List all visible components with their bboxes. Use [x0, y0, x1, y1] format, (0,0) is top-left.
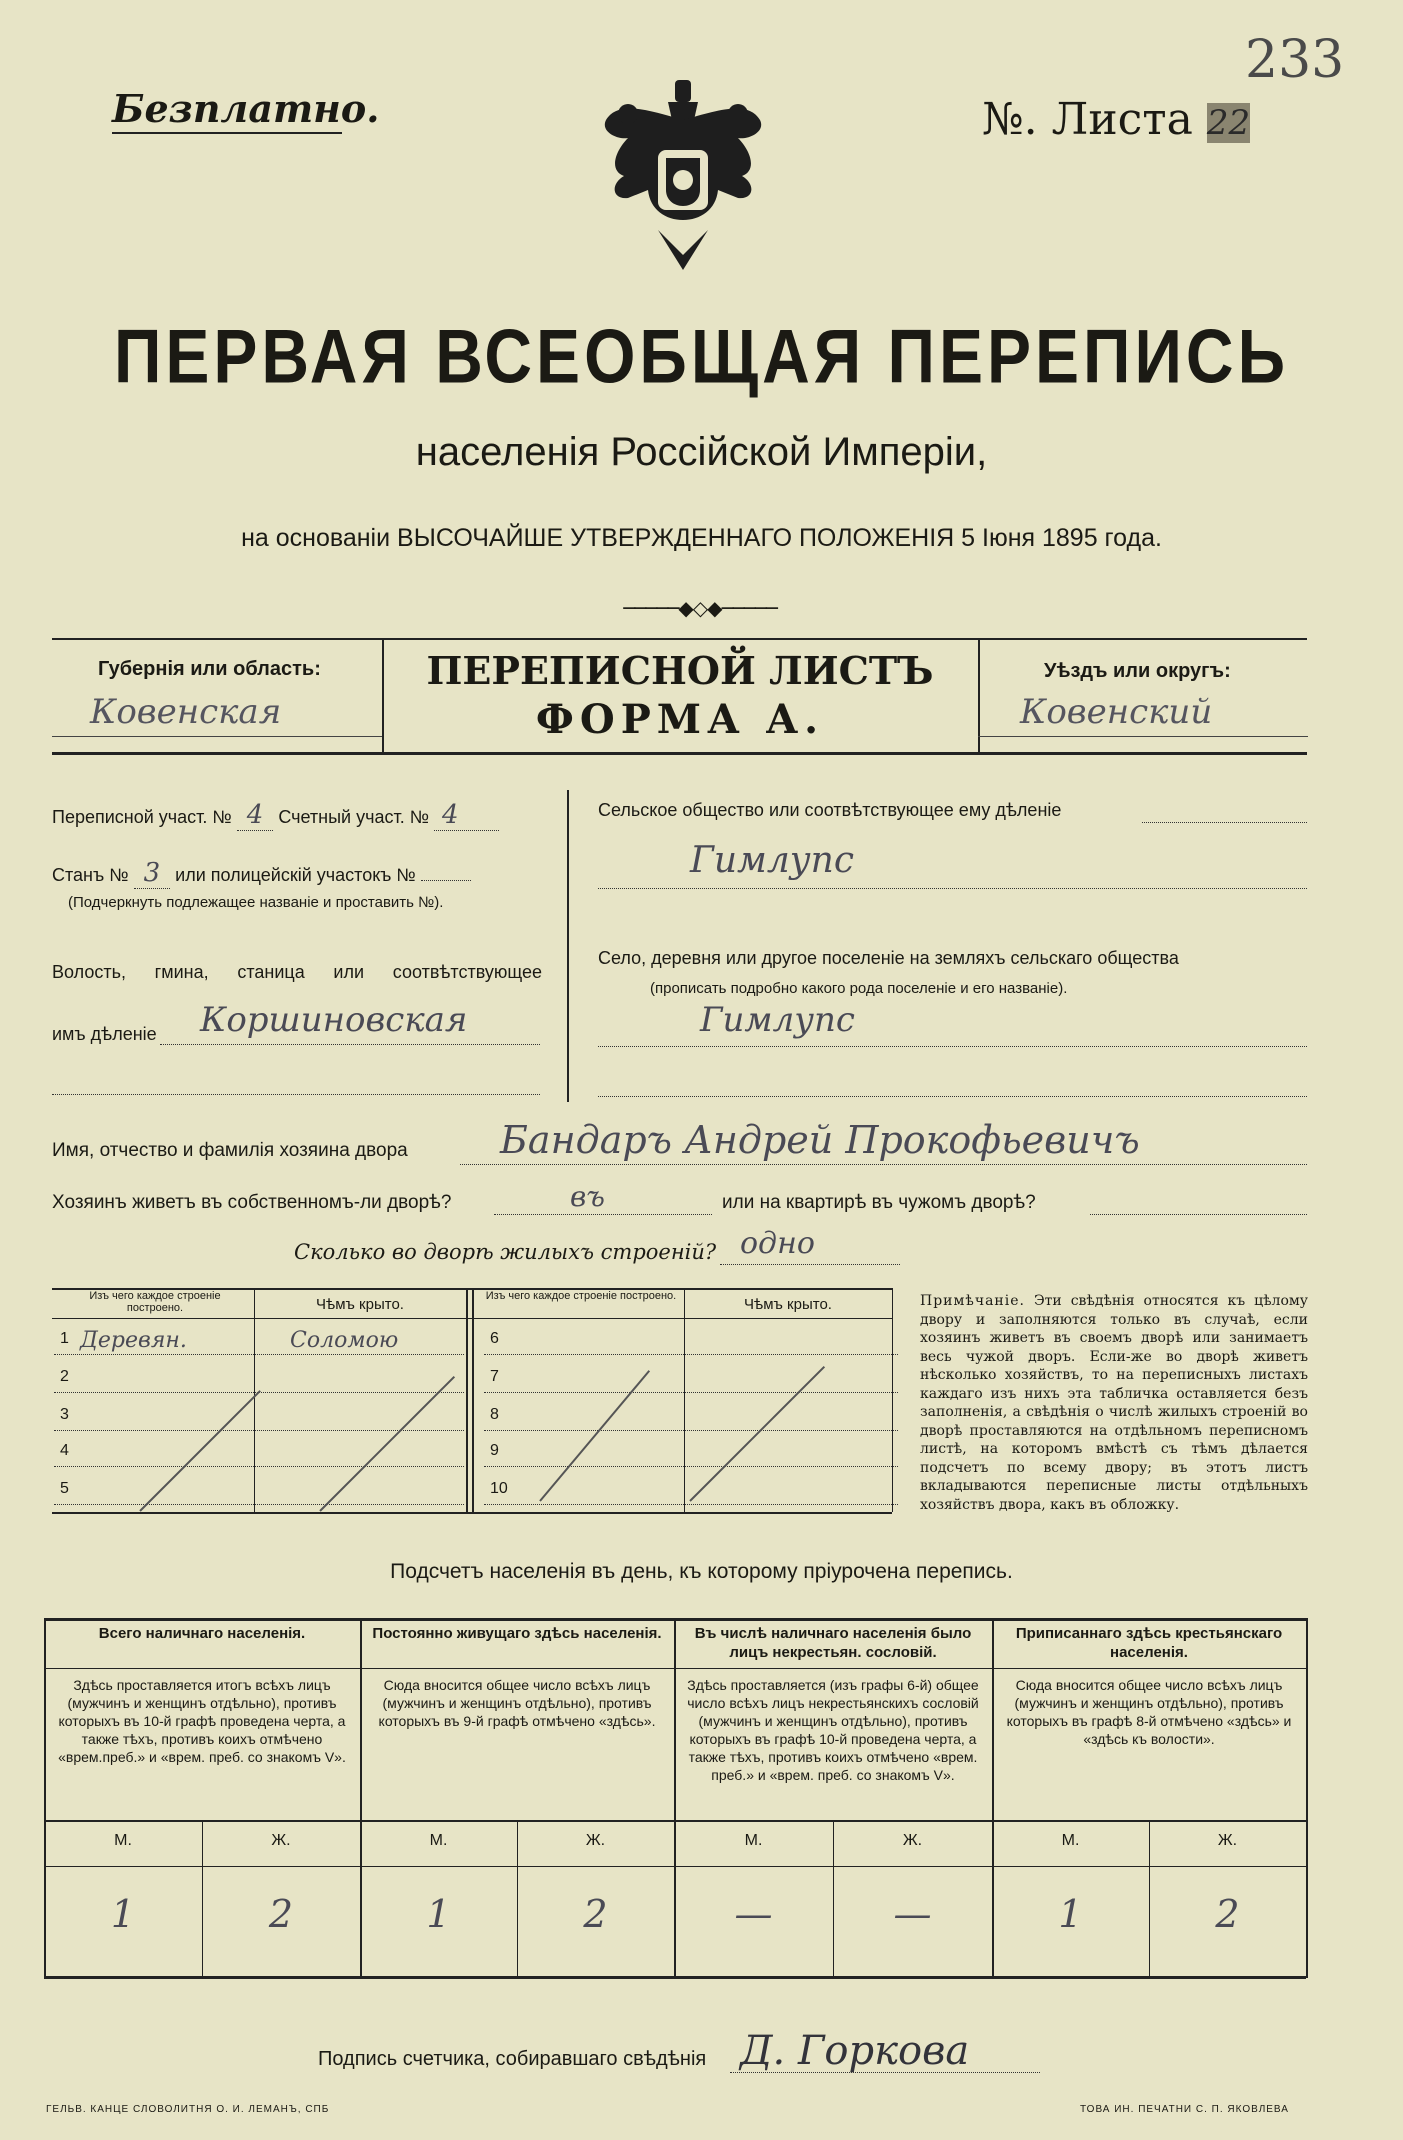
buildings-note: [920, 1292, 1308, 1514]
province-label: Губернія или область:: [98, 658, 321, 680]
village-note: (прописать подробно какого рода поселеніе и его названіе).: [650, 980, 1068, 997]
building-row-line: [54, 1354, 464, 1355]
population-f-label: Ж.: [1217, 1832, 1238, 1849]
building-row-line: [54, 1430, 464, 1431]
building-row-number: 6: [490, 1330, 499, 1347]
building-row-line: [484, 1430, 898, 1431]
owner-lives-value: въ: [570, 1180, 605, 1213]
owner-lives-label: Хозяинъ живетъ въ собственномъ-ли дворѣ?: [52, 1192, 452, 1213]
count-area-value: 4: [434, 800, 499, 831]
building-row-number: 3: [60, 1406, 69, 1423]
double-headed-eagle-emblem: [588, 80, 778, 280]
population-col-title: Всего наличнаго населенія.: [98, 1625, 306, 1642]
province-value: Ковенская: [90, 692, 282, 732]
district-value-line: [978, 736, 1308, 737]
stan-label: Станъ №: [52, 865, 129, 885]
population-f-value: 2: [268, 1892, 294, 1936]
population-col-desc: Сюда вносится общее число всѣхъ лицъ (мужчинъ и женщинъ отдѣльно), противъ которыхъ въ графѣ 8-й отмѣчено «здѣсь» и «здѣсь къ волости».: [1006, 1677, 1292, 1747]
population-m-value: 1: [426, 1892, 451, 1936]
population-col-title: Въ числѣ наличнаго населенія было лицъ некрестьян. сословій.: [694, 1625, 972, 1661]
population-m-value: 1: [110, 1892, 136, 1936]
population-f-label: Ж.: [902, 1832, 923, 1849]
population-f-label: Ж.: [585, 1832, 606, 1849]
stan: [52, 858, 471, 888]
strike-mark: [539, 1370, 650, 1502]
count-area-label: Счетный участ. №: [278, 807, 430, 827]
rural-society-label-line: [1142, 822, 1307, 823]
village-extra-line: [598, 1096, 1307, 1097]
village-value-line: [598, 1046, 1307, 1047]
province-value-line: [52, 736, 382, 737]
buildings-col-built-left: Изъ чего каждое строеніе построено.: [89, 1290, 221, 1314]
free-underline: [112, 132, 342, 134]
building-row-number: 1: [60, 1330, 69, 1347]
population-m-label: М.: [744, 1832, 763, 1849]
building-row-line: [484, 1504, 898, 1505]
location-divider: [567, 790, 569, 1102]
buildings-table-bottom: [52, 1512, 892, 1514]
building-row-line: [54, 1504, 464, 1505]
rural-society-value-line: [598, 888, 1307, 889]
population-col-desc: Здѣсь проставляется итогъ всѣхъ лицъ (мужчинъ и женщинъ отдѣльно), противъ которыхъ въ 10-й графѣ проведена черта, а также тѣхъ, противъ коихъ отмѣчено «врем.преб.» и «врем. преб. со знакомъ V».: [58, 1677, 346, 1765]
form-header-top-rule: [52, 638, 1307, 640]
building-row-number: 10: [490, 1480, 508, 1497]
population-col-title: Постоянно живущаго здѣсь населенія.: [372, 1625, 662, 1642]
sheet-number-value: 22: [1206, 103, 1251, 143]
buildings-col-sep-2: [684, 1288, 685, 1512]
population-col-desc: Здѣсь проставляется (изъ графы 6-й) общее число всѣхъ лицъ некрестьянскихъ сословій (мужчинъ и женщинъ отдѣльно), противъ которыхъ въ графѣ 10-й проведена черта, а также тѣхъ, противъ коихъ отмѣчено «врем. преб.» и «врем. преб. со знакомъ V».: [687, 1677, 979, 1783]
building-row-number: 5: [60, 1480, 69, 1497]
building-row-number: 9: [490, 1442, 499, 1459]
building-row-number: 7: [490, 1368, 499, 1385]
form-header-bottom-rule: [52, 752, 1307, 755]
page-title: ПЕРВАЯ ВСЕОБЩАЯ ПЕРЕПИСЬ: [113, 313, 1290, 399]
buildings-line: [720, 1264, 900, 1265]
strike-mark: [139, 1390, 261, 1512]
building-row-number: 2: [60, 1368, 69, 1385]
building-row-line: [484, 1466, 898, 1467]
population-col-desc: Сюда вносится общее число всѣхъ лицъ (мужчинъ и женщинъ отдѣльно), противъ которыхъ въ 9-й графѣ отмѣчено «здѣсь».: [378, 1677, 656, 1729]
rural-society-label: Сельское общество или соотвѣтствующее ему дѣленіе: [598, 800, 1062, 820]
police-label: или полицейскій участокъ №: [175, 865, 416, 885]
population-m-value: —: [734, 1892, 773, 1936]
volost-value: Коршиновская: [200, 1000, 468, 1040]
volost-extra-line: [52, 1094, 540, 1095]
police-value-line: [421, 880, 471, 881]
population-f-value: 2: [583, 1892, 608, 1936]
building-row-line: [484, 1354, 898, 1355]
building-row-number: 4: [60, 1442, 69, 1459]
owner-name-label: Имя, отчество и фамилія хозяина двора: [52, 1140, 408, 1161]
census-area-value: 4: [237, 800, 274, 831]
village-value: Гимлупс: [700, 1000, 855, 1040]
ornament-divider: ─────◆◇◆─────: [623, 596, 777, 620]
archive-number: 233: [1245, 30, 1345, 90]
building-row-line: [484, 1392, 898, 1393]
signature-value: Д. Горкова: [740, 2028, 970, 2074]
district-value: Ковенский: [1020, 692, 1213, 732]
buildings-col-sep-1: [254, 1288, 255, 1512]
owner-name-value: Бандаръ Андрей Прокофьевичъ: [500, 1118, 1140, 1162]
buildings-col-sep-3: [892, 1288, 893, 1512]
owner-lives-line: [494, 1214, 712, 1215]
population-m-label: М.: [1061, 1832, 1080, 1849]
note-heading: Примѣчаніе.: [920, 1293, 1025, 1309]
owner-lives-alt-line: [1090, 1214, 1307, 1215]
buildings-value: одно: [740, 1226, 815, 1261]
population-m-label: М.: [429, 1832, 448, 1849]
owner-name-line: [460, 1164, 1307, 1165]
volost-value-line: [160, 1044, 540, 1045]
buildings-label: Сколько во дворѣ жилыхъ строеній?: [294, 1240, 717, 1264]
form-name: ФОРМА А.: [535, 696, 825, 743]
population-m-label: М.: [114, 1832, 132, 1849]
page-subtitle: населенія Россійской Имперіи,: [415, 430, 988, 474]
census-area-label: Переписной участ. №: [52, 807, 232, 827]
buildings-col-roof-left: Чѣмъ крыто.: [316, 1296, 404, 1313]
district-label: Уѣздъ или округъ:: [1044, 660, 1231, 682]
sheet-number-label: №. Листа: [982, 94, 1193, 145]
printer-right: ТОВА ИН. ПЕЧАТНИ С. П. ЯКОВЛЕВА: [1080, 2104, 1289, 2115]
stan-value: 3: [134, 858, 171, 889]
note-text: Эти свѣдѣнія относятся къ цѣлому двору и заполняются только въ случаѣ, если хозяинъ живетъ въ своемъ дворѣ или занимаетъ весь чужой дворъ. Если-же во дворѣ живетъ нѣсколько хозяйствъ, то на переписныхъ листахъ каждаго изъ нихъ эта табличка оставляется безъ заполненія, а свѣдѣнія о числѣ жилыхъ строеній во дворѣ проставляются на отдѣльномъ переписномъ листѣ, на которомъ вмѣстѣ съ тѣмъ дѣлается подсчетъ по всему двору; въ этотъ листъ вкладываются переписные листы отдѣльныхъ хозяйствъ двора, какъ въ обложку.: [920, 1293, 1308, 1513]
owner-lives-alt-label: или на квартирѣ въ чужомъ дворѣ?: [722, 1192, 1036, 1213]
free-label: Безплатно.: [112, 86, 380, 131]
buildings-mid-sep-a: [466, 1288, 468, 1512]
building-row-number: 8: [490, 1406, 499, 1423]
volost-label: Волость, гмина, станица или соотвѣтствующее: [52, 962, 542, 982]
printer-left: ГЕЛЬВ. КАНЦЕ СЛОВОЛИТНЯ О. И. ЛЕМАНЪ, СПБ: [46, 2104, 330, 2115]
population-f-value: 2: [1215, 1892, 1240, 1936]
population-right-border: [1306, 1618, 1308, 1978]
building-row-line: [54, 1466, 464, 1467]
village-label: Село, деревня или другое поселеніе на земляхъ сельскаго общества: [598, 948, 1179, 968]
buildings-col-built-right: Изъ чего каждое строеніе построено.: [485, 1290, 677, 1302]
signature-label: Подпись счетчика, собиравшаго свѣдѣнія: [318, 2048, 707, 2070]
buildings-col-roof-right: Чѣмъ крыто.: [744, 1296, 832, 1313]
population-f-value: —: [893, 1892, 932, 1936]
population-heading: Подсчетъ населенія въ день, къ которому пріурочена перепись.: [390, 1560, 1013, 1583]
buildings-mid-sep-b: [472, 1288, 474, 1512]
strike-mark: [689, 1366, 825, 1502]
form-title: ПЕРЕПИСНОЙ ЛИСТЪ: [426, 648, 934, 693]
volost-label-2: имъ дѣленіе: [52, 1024, 157, 1044]
population-col-title: Приписаннаго здѣсь крестьянскаго населенія.: [1015, 1625, 1283, 1661]
strike-mark: [319, 1376, 455, 1512]
population-m-value: 1: [1058, 1892, 1083, 1936]
row1-material: Деревян.: [80, 1328, 187, 1353]
stan-note: (Подчеркнуть подлежащее названіе и проставить №).: [68, 894, 444, 911]
row1-roof: Соломою: [290, 1328, 399, 1353]
signature-line: [730, 2072, 1040, 2073]
basis-line: на основаніи ВЫСОЧАЙШЕ УТВЕРЖДЕННАГО ПОЛОЖЕНІЯ 5 Іюня 1895 года.: [241, 524, 1162, 552]
sheet-number: [982, 94, 1250, 145]
rural-society-value: Гимлупс: [690, 840, 855, 881]
population-f-label: Ж.: [271, 1832, 291, 1849]
census-area: [52, 800, 499, 830]
